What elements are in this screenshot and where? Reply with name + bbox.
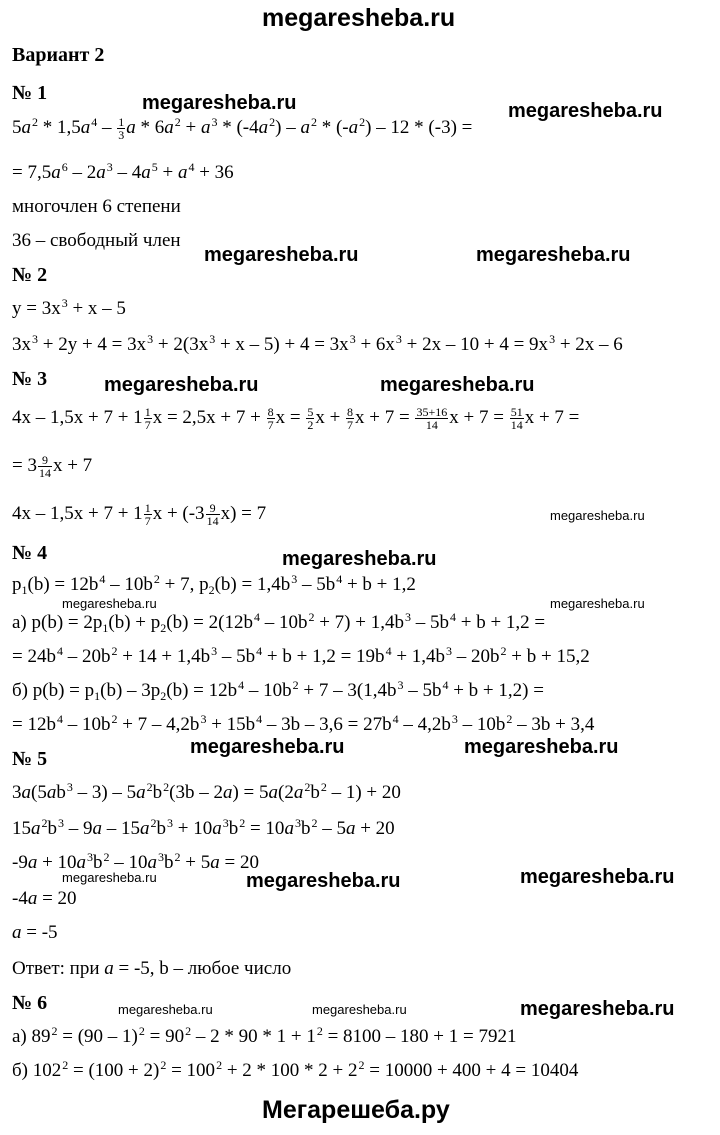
variant-title: Вариант 2 bbox=[12, 44, 105, 66]
task-4-part-b-result: = $12b^4 - 10b^2 + 7 - 4,2b^3 + 15b^4 - 3b - 3,6 = 27b^4 - 4,2b^3 - 10b^2 - 3b + 3,4$ bbox=[12, 712, 595, 735]
task-2-label: № 2 bbox=[12, 264, 48, 286]
task-4-part-b: б) $p(b) = p_1(b) - 3p_2(b) = 12b^4 - 10b^2 + 7 - 3(1,4b^3 - 5b^4 + b + 1,2)$ = bbox=[12, 678, 544, 703]
task-3-label: № 3 bbox=[12, 368, 48, 390]
watermark-small: megaresheba.ru bbox=[550, 508, 645, 523]
watermark: megaresheba.ru bbox=[204, 244, 359, 266]
watermark: megaresheba.ru bbox=[104, 374, 259, 396]
site-header[interactable]: megaresheba.ru bbox=[262, 4, 456, 32]
task-6-part-a: а) $89^2 = (90 - 1)^2 = 90^2 - 2 * 90 * 1 + 1^2 = 8100 - 180 + 1 = 7921$ bbox=[12, 1024, 517, 1047]
task-2-function: $y = 3x^3 + x - 5$ bbox=[12, 296, 126, 319]
task-6-part-b: б) $102^2 = (100 + 2)^2 = 100^2 + 2 * 100 * 2 + 2^2 = 10000 + 400 + 4 = 10404$ bbox=[12, 1058, 579, 1081]
task-5-step-2: $-9a + 10a^3b^2 - 10a^3b^2 + 5a = 20$ bbox=[12, 850, 259, 873]
task-5-step-1: $15a^2b^3 - 9a - 15a^2b^3 + 10a^3b^2 = 10a^3b^2 - 5a + 20$ bbox=[12, 816, 395, 839]
task-1-expression: $5a^2 * 1,5a^4$ – $\frac{1}{3}$ $a * 6a^2 + a^3 * (-4a^2) - a^2 * (-a^2) - 12 * (-3)$ = bbox=[12, 114, 473, 142]
task-3-check: 4x – 1,5x + 7 + 1 $\frac{1}{7}$ x + (-3 $\frac{9}{14}$ x) = 7 bbox=[12, 501, 267, 528]
watermark: megaresheba.ru bbox=[464, 736, 619, 758]
watermark: megaresheba.ru bbox=[380, 374, 535, 396]
watermark: megaresheba.ru bbox=[508, 100, 663, 122]
task-4-given: $p_1(b) = 12b^4 - 10b^2 + 7$, $p_2(b) = 1,4b^3 - 5b^4 + b + 1,2$ bbox=[12, 572, 416, 597]
watermark: megaresheba.ru bbox=[520, 866, 675, 888]
watermark: megaresheba.ru bbox=[520, 998, 675, 1020]
task-2-expression: $3x^3 + 2y + 4 = 3x^3 + 2(3x^3 + x - 5) + 4 = 3x^3 + 6x^3 + 2x - 10 + 4 = 9x^3 + 2x - 6$ bbox=[12, 332, 623, 355]
task-4-label: № 4 bbox=[12, 542, 48, 564]
task-4-part-a-result: = $24b^4 - 20b^2 + 14 + 1,4b^3 - 5b^4 + b + 1,2 = 19b^4 + 1,4b^3 - 20b^2 + b + 15,2$ bbox=[12, 644, 590, 667]
task-4-part-a: а) $p(b) = 2p_1(b) + p_2(b) = 2(12b^4 - 10b^2 + 7) + 1,4b^3 - 5b^4 + b + 1,2$ = bbox=[12, 610, 546, 635]
task-5-step-4: a = -5 bbox=[12, 922, 58, 943]
task-1-degree: многочлен 6 степени bbox=[12, 196, 181, 217]
task-5-answer: Ответ: при a = -5, b – любое число bbox=[12, 958, 292, 979]
watermark-small: megaresheba.ru bbox=[62, 596, 157, 611]
task-5-step-3: -4a = 20 bbox=[12, 888, 77, 909]
site-footer[interactable]: Мегарешеба.ру bbox=[262, 1096, 450, 1124]
task-1-free-term: 36 – свободный член bbox=[12, 230, 181, 251]
watermark: megaresheba.ru bbox=[246, 870, 401, 892]
task-1-label: № 1 bbox=[12, 82, 48, 104]
watermark: megaresheba.ru bbox=[142, 92, 297, 114]
task-1-result: = $7,5a^6 - 2a^3 - 4a^5 + a^4 + 36$ bbox=[12, 160, 234, 183]
watermark: megaresheba.ru bbox=[282, 548, 437, 570]
task-3-expression: 4x – 1,5x + 7 + 1 $\frac{1}{7}$ x = 2,5x + 7 + $\frac{8}{7}$ x = $\frac{5}{2}$ x + $\frac{8}{7}$ x + 7 = $\frac{35+16}{14}$ x + 7 = $\frac{51}{14}$ x + 7 = bbox=[12, 405, 580, 432]
watermark: megaresheba.ru bbox=[476, 244, 631, 266]
watermark-small: megaresheba.ru bbox=[550, 596, 645, 611]
watermark-small: megaresheba.ru bbox=[312, 1002, 407, 1017]
watermark-small: megaresheba.ru bbox=[62, 870, 157, 885]
watermark: megaresheba.ru bbox=[190, 736, 345, 758]
task-5-equation: $3a(5ab^3 - 3) - 5a^2b^2(3b - 2a) = 5a(2a^2b^2 - 1) + 20$ bbox=[12, 780, 401, 803]
task-3-result: = 3 $\frac{9}{14}$ x + 7 bbox=[12, 453, 93, 480]
task-6-label: № 6 bbox=[12, 992, 48, 1014]
task-5-label: № 5 bbox=[12, 748, 48, 770]
watermark-small: megaresheba.ru bbox=[118, 1002, 213, 1017]
